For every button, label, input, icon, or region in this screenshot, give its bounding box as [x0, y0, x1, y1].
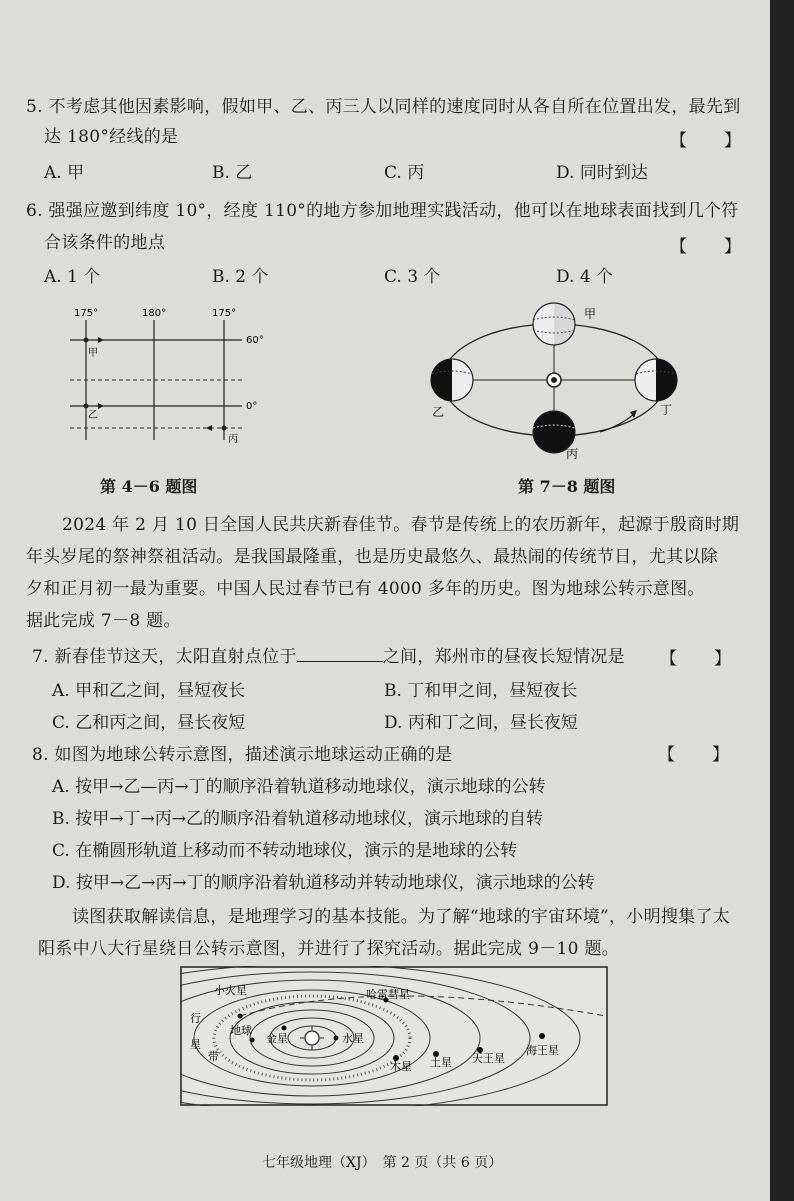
- position-label: 乙: [432, 405, 445, 419]
- q5-option-a[interactable]: A. 甲: [44, 163, 85, 183]
- point-label: 乙: [88, 410, 98, 421]
- lat-label: 60°: [246, 335, 264, 346]
- q6-stem-line2: 合该条件的地点: [44, 233, 166, 253]
- position-label: 丁: [660, 403, 673, 417]
- q5-option-b[interactable]: B. 乙: [212, 163, 253, 183]
- planet-label: 天王星: [472, 1052, 505, 1065]
- q6-option-c[interactable]: C. 3 个: [384, 267, 441, 287]
- earth-position-yi: [431, 359, 473, 401]
- sun-icon: [541, 367, 567, 393]
- position-label: 甲: [584, 307, 597, 321]
- passage1-line: 据此完成 7－8 题。: [26, 611, 181, 631]
- belt-label: 星: [190, 1038, 201, 1051]
- earth-position-jia: [533, 303, 575, 345]
- lon-label: 180°: [142, 308, 167, 319]
- passage2-line: 阳系中八大行星绕日公转示意图，并进行了探究活动。据此完成 9－10 题。: [38, 939, 620, 959]
- q7-answer-bracket[interactable]: 【 】: [660, 649, 741, 669]
- belt-label: 带: [208, 1050, 219, 1063]
- q7-option-a[interactable]: A. 甲和乙之间，昼短夜长: [52, 681, 246, 701]
- passage2-line: 读图获取解读信息，是地理学习的基本技能。为了解“地球的宇宙环境”，小明搜集了太: [72, 907, 731, 927]
- point-yi: [84, 404, 89, 409]
- figure-4-6-grid: [60, 300, 280, 455]
- q5-answer-bracket[interactable]: 【 】: [670, 131, 751, 151]
- comet-label: 哈雷彗星: [366, 988, 410, 1001]
- q5-option-d[interactable]: D. 同时到达: [556, 163, 648, 183]
- q7-blank[interactable]: [297, 647, 383, 662]
- lat-label: 0°: [246, 401, 258, 412]
- q8-answer-bracket[interactable]: 【 】: [658, 745, 739, 765]
- planet-label: 土星: [430, 1056, 452, 1069]
- q7-stem-part-b: 之间，郑州市的昼夜长短情况是: [382, 647, 625, 667]
- q8-option-d[interactable]: D. 按甲→乙→丙→丁的顺序沿着轨道移动并转动地球仪，演示地球的公转: [52, 873, 595, 893]
- passage1-line: 夕和正月初一最为重要。中国人民过春节已有 4000 多年的历史。图为地球公转示意图。: [26, 579, 705, 599]
- q8-option-b[interactable]: B. 按甲→丁→丙→乙的顺序沿着轨道移动地球仪，演示地球的自转: [52, 809, 544, 829]
- q5-option-c[interactable]: C. 丙: [384, 163, 425, 183]
- figure-4-6-caption: 第 4－6 题图: [100, 477, 198, 496]
- passage1-line: 2024 年 2 月 10 日全国人民共庆新春佳节。春节是传统上的农历新年，起源于殷商时期: [62, 515, 740, 535]
- q5-stem-line2: 达 180°经线的是: [44, 127, 179, 147]
- planet-label: 金星: [266, 1032, 288, 1045]
- q6-option-b[interactable]: B. 2 个: [212, 267, 269, 287]
- lon-label: 175°: [212, 308, 237, 319]
- q5-stem-line1: 5. 不考虑其他因素影响，假如甲、乙、丙三人以同样的速度同时从各自所在位置出发，最先到: [26, 97, 741, 117]
- q7-stem: [32, 642, 625, 667]
- earth-position-ding: [635, 359, 677, 401]
- planet-label: 水星: [342, 1032, 364, 1045]
- q8-option-a[interactable]: A. 按甲→乙—丙→丁的顺序沿着轨道移动地球仪，演示地球的公转: [52, 777, 546, 797]
- q8-option-c[interactable]: C. 在椭圆形轨道上移动而不转动地球仪，演示的是地球的公转: [52, 841, 518, 861]
- point-jia: [84, 338, 89, 343]
- q8-stem: 8. 如图为地球公转示意图，描述演示地球运动正确的是: [32, 745, 453, 765]
- arrow-marker: [206, 425, 212, 431]
- planet-label: 海王星: [526, 1044, 559, 1057]
- arrow-marker: [98, 337, 104, 343]
- point-label: 甲: [88, 348, 98, 359]
- figure-7-8-caption: 第 7－8 题图: [518, 477, 616, 496]
- q6-answer-bracket[interactable]: 【 】: [670, 237, 751, 257]
- figure-7-8-orbit: [420, 292, 690, 462]
- q6-option-d[interactable]: D. 4 个: [556, 267, 614, 287]
- q6-option-a[interactable]: A. 1 个: [44, 267, 101, 287]
- q7-option-b[interactable]: B. 丁和甲之间，昼短夜长: [384, 681, 578, 701]
- planet-label: 地球: [230, 1024, 252, 1037]
- point-bing: [222, 426, 227, 431]
- belt-label: 行: [190, 1012, 201, 1025]
- planet-label: 木星: [390, 1060, 412, 1073]
- position-label: 丙: [566, 447, 579, 461]
- planet-label: 小火星: [214, 984, 247, 997]
- arrow-marker: [98, 403, 104, 409]
- q6-stem-line1: 6. 强强应邀到纬度 10°，经度 110°的地方参加地理实践活动，他可以在地球表面找到几个符: [26, 201, 739, 221]
- point-label: 丙: [228, 434, 238, 445]
- lon-label: 175°: [74, 308, 99, 319]
- q7-option-c[interactable]: C. 乙和丙之间，昼长夜短: [52, 713, 246, 733]
- passage1-line: 年头岁尾的祭神祭祖活动。是我国最隆重，也是历史最悠久、最热闹的传统节日，尤其以除: [26, 547, 718, 567]
- q7-stem-part-a: 7. 新春佳节这天，太阳直射点位于: [32, 647, 297, 667]
- figure-solar-system: [180, 966, 608, 1106]
- page-footer: 七年级地理（XJ） 第 2 页（共 6 页）: [262, 1155, 503, 1171]
- orbit-direction-arrow: [600, 414, 634, 432]
- q7-option-d[interactable]: D. 丙和丁之间，昼长夜短: [384, 713, 578, 733]
